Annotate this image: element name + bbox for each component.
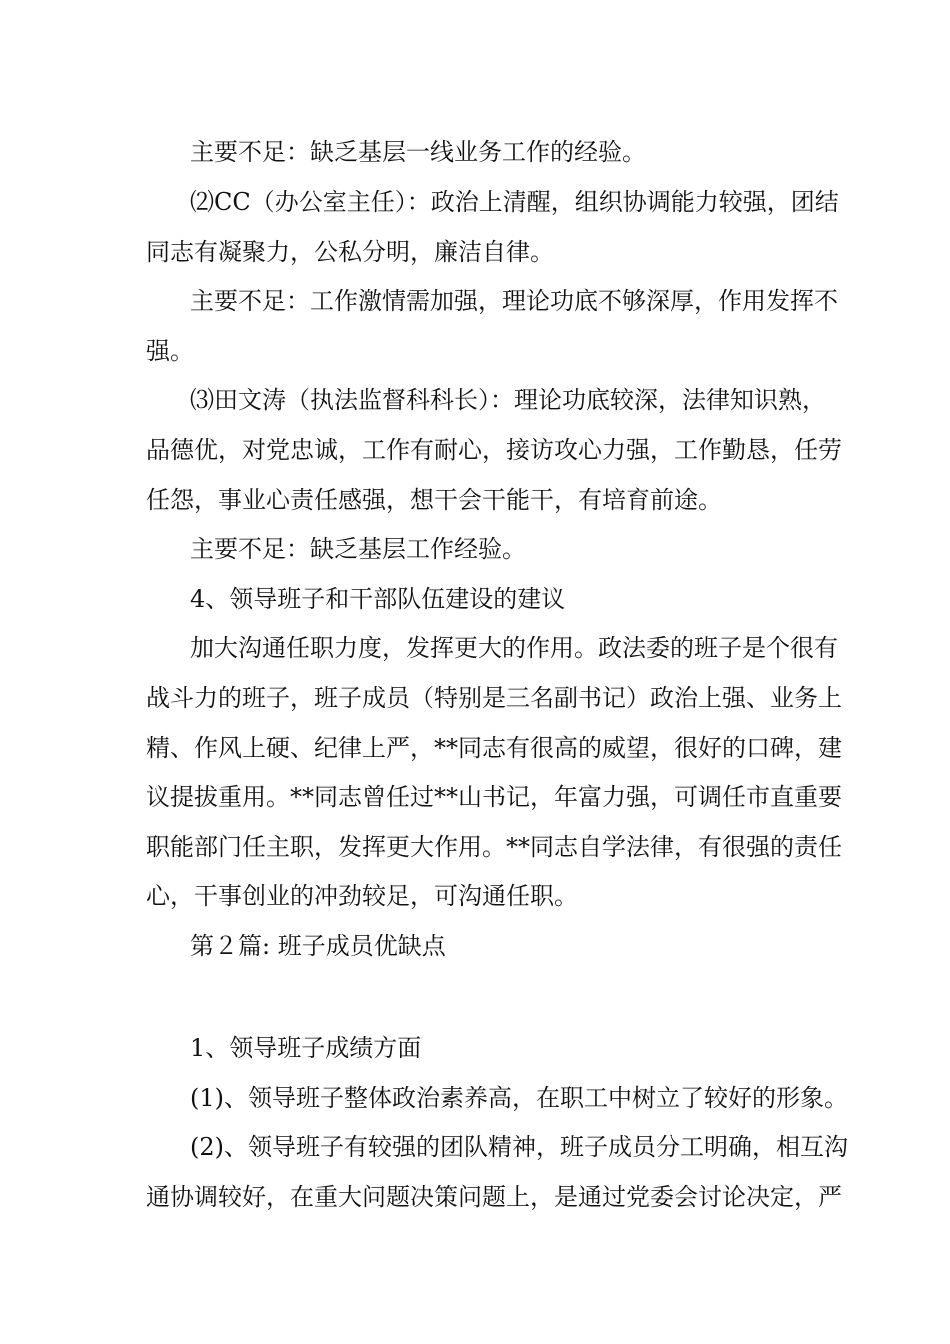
article-heading: 第２篇: 班子成员优缺点: [190, 932, 446, 960]
paragraph-line-16: 心，干事创业的冲劲较足，可沟通任职。: [146, 882, 578, 910]
paragraph-line-6: ⑶田文涛（执法监督科科长）：理论功底较深，法律知识熟，: [190, 386, 826, 414]
paragraph-line-7: 品德优，对党忠诚，工作有耐心，接访攻心力强，工作勤恳，任劳: [146, 436, 842, 464]
paragraph-line-3: 同志有凝聚力，公私分明，廉洁自律。: [146, 238, 554, 266]
paragraph-line-11: 加大沟通任职力度，发挥更大的作用。政法委的班子是个很有: [190, 634, 838, 662]
paragraph-line-12: 战斗力的班子，班子成员（特别是三名副书记）政治上强、业务上: [146, 684, 842, 712]
paragraph-line-15: 职能部门任主职，发挥更大作用。**同志自学法律，有很强的责任: [146, 833, 842, 861]
paragraph-line-13: 精、作风上硬、纪律上严，**同志有很高的威望，很好的口碑，建: [146, 734, 842, 762]
section-heading-1: 1、领导班子成绩方面: [190, 1034, 422, 1062]
paragraph-line-4: 主要不足：工作激情需加强，理论功底不够深厚，作用发挥不: [190, 287, 838, 315]
paragraph-line-8: 任怨，事业心责任感强，想干会干能干，有培育前途。: [146, 486, 722, 514]
paragraph-line-1: 主要不足：缺乏基层一线业务工作的经验。: [190, 138, 646, 166]
paragraph-line-21: 通协调较好，在重大问题决策问题上，是通过党委会讨论决定，严: [146, 1183, 842, 1211]
paragraph-line-14: 议提拔重用。**同志曾任过**山书记，年富力强，可调任市直重要: [146, 783, 842, 811]
paragraph-line-5: 强。: [146, 337, 194, 365]
paragraph-line-2: ⑵CC（办公室主任）：政治上清醒，组织协调能力较强，团结: [190, 188, 839, 216]
paragraph-line-9: 主要不足：缺乏基层工作经验。: [190, 535, 526, 563]
paragraph-line-20: (2)、领导班子有较强的团队精神，班子成员分工明确，相互沟: [190, 1133, 848, 1161]
section-heading-4: 4、领导班子和干部队伍建设的建议: [190, 585, 566, 613]
paragraph-line-19: (1)、领导班子整体政治素养高，在职工中树立了较好的形象。: [190, 1084, 848, 1112]
